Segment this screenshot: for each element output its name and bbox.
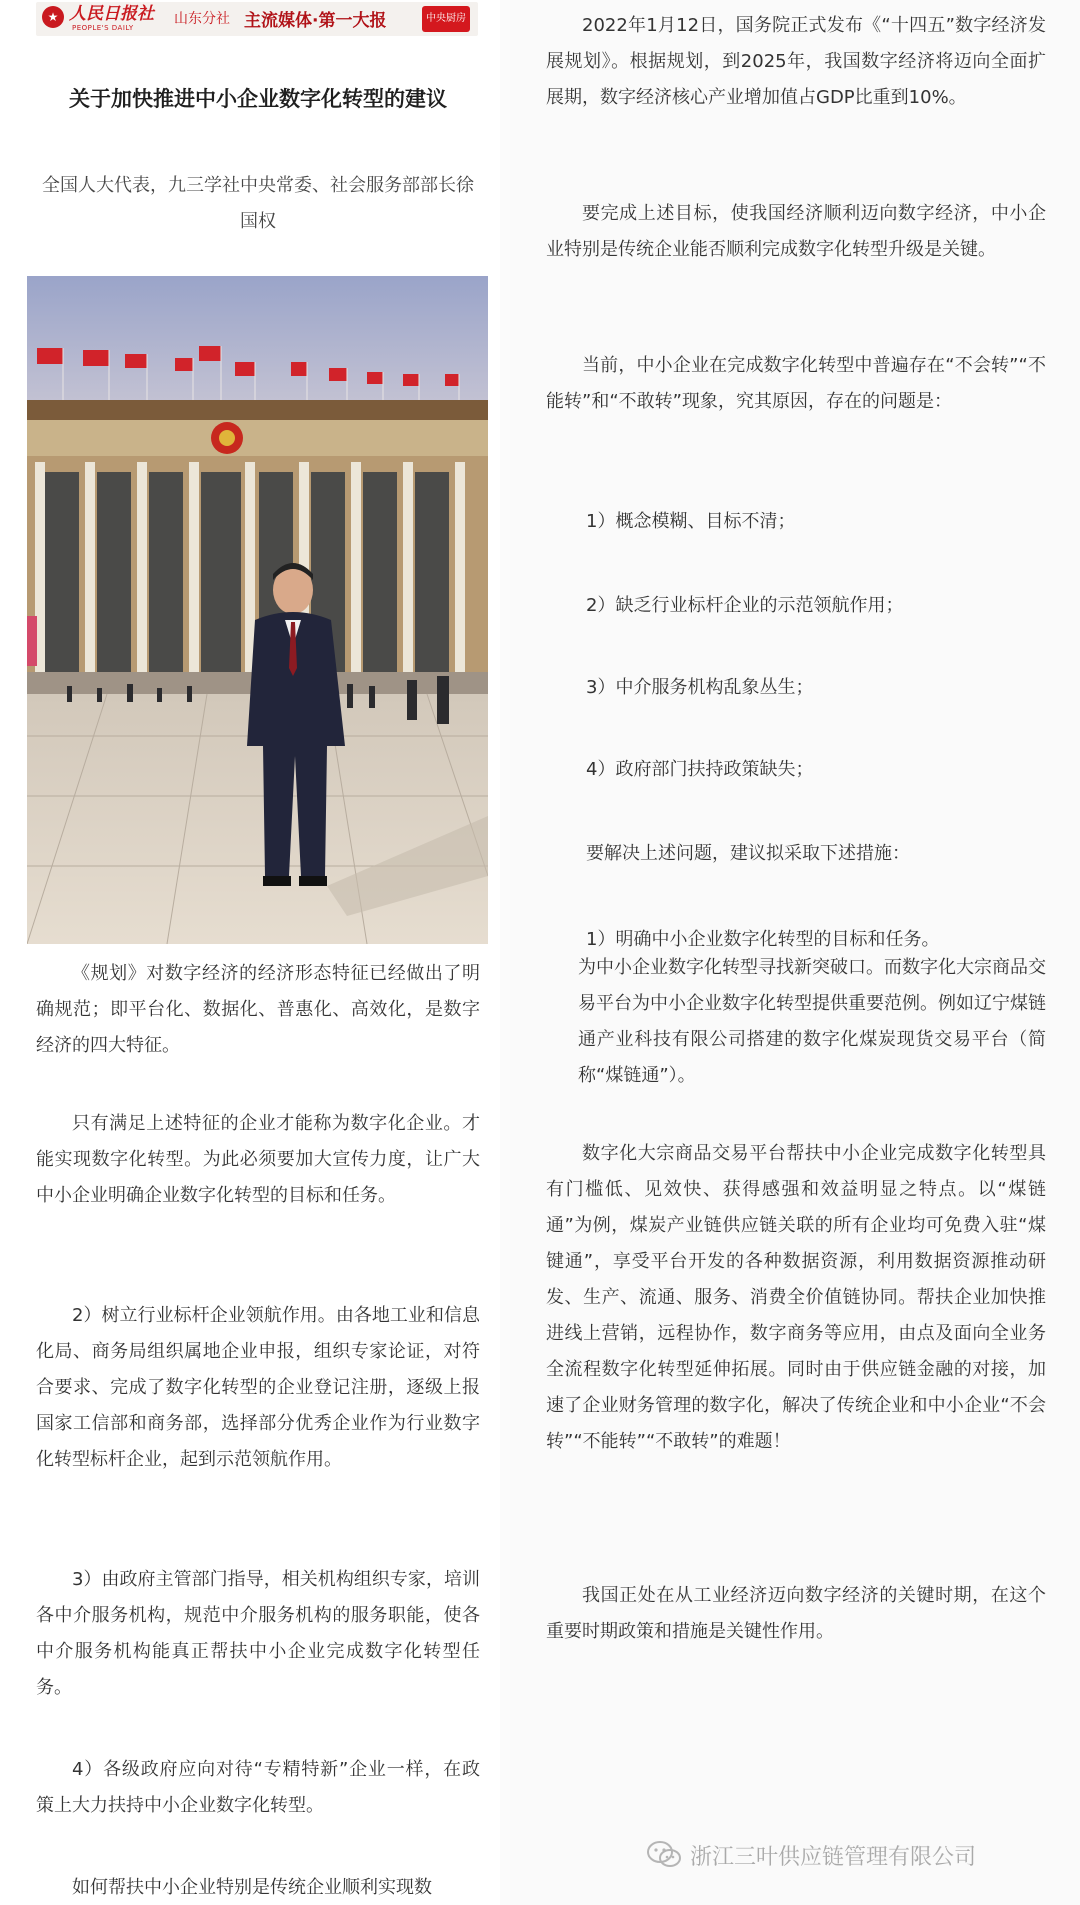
left-paragraph-6: 如何帮扶中小企业特别是传统企业顺利实现数	[72, 1877, 432, 1898]
left-paragraph-1: 《规划》对数字经济的经济形态特征已经做出了明确规范；即平台化、数据化、普惠化、高效化，是数字经济的四大特征。	[36, 963, 480, 1056]
right-paragraph-7: 我国正处在从工业经济迈向数字经济的关键时期，在这个重要时期政策和措施是关键性作用。	[546, 1585, 1046, 1642]
banner-branch: 山东分社	[174, 11, 230, 27]
problem-item-2: 2）缺乏行业标杆企业的示范领航作用；	[586, 595, 904, 616]
left-paragraph-4: 3）由政府主管部门指导，相关机构组织专家，培训各中介服务机构，规范中介服务机构的服务职能，使各中介服务机构能真正帮扶中小企业完成数字化转型任务。	[36, 1569, 480, 1698]
banner-logo-en: PEOPLE'S DAILY	[72, 24, 134, 32]
right-paragraph-6: 数字化大宗商品交易平台帮扶中小企业完成数字化转型具有门槛低、见效快、获得感强和效益明显之特点。以“煤链通”为例，煤炭产业链供应链关联的所有企业均可免费入驻“煤键通”，享受平台开发的各种数据资源，利用数据资源推动研发、生产、流通、服务、消费全价值链协同。帮扶企业加快推进线上营销，远程协作，数字商务等应用，由点及面向全业务全流程数字化转型延伸拓展。同时由于供应链金融的对接，加速了企业财务管理的数字化，解决了传统企业和中小企业“不会转”“不能转”“不敢转”的难题！	[546, 1143, 1046, 1452]
banner-logo: 人民日报社	[69, 4, 154, 24]
left-paragraph-2: 只有满足上述特征的企业才能称为数字化企业。才能实现数字化转型。为此必须要加大宣传力度，让广大中小企业明确企业数字化转型的目标和任务。	[36, 1113, 480, 1206]
portrait-photo-illustration	[27, 276, 488, 944]
problem-item-1: 1）概念模糊、目标不清；	[586, 511, 796, 532]
left-paragraph-3: 2）树立行业标杆企业领航作用。由各地工业和信息化局、商务局组织属地企业申报，组织专家论证，对符合要求、完成了数字化转型的企业登记注册，逐级上报国家工信部和商务部，选择部分优秀企业作为行业数字化转型标杆企业，起到示范领航作用。	[36, 1305, 480, 1470]
measure-1-heading: 1）明确中小企业数字化转型的目标和任务。	[586, 929, 940, 950]
right-paragraph-1: 2022年1月12日，国务院正式发布《“十四五”数字经济发展规划》。根据规划，到2025年，我国数字经济将迈向全面扩展期，数字经济核心产业增加值占GDP比重到10%。	[546, 15, 1046, 108]
portrait-photo	[27, 276, 488, 944]
watermark-text: 浙江三叶供应链管理有限公司	[690, 1845, 977, 1870]
right-column	[510, 0, 1080, 1905]
left-paragraph-5: 4）各级政府应向对待“专精特新”企业一样，在政策上大力扶持中小企业数字化转型。	[36, 1759, 480, 1816]
article-title: 关于加快推进中小企业数字化转型的建议	[69, 87, 447, 111]
right-paragraph-2: 要完成上述目标，使我国经济顺利迈向数字经济，中小企业特别是传统企业能否顺利完成数字化转型升级是关键。	[546, 203, 1046, 260]
measure-1-body: 为中小企业数字化转型寻找新突破口。而数字化大宗商品交易平台为中小企业数字化转型提供重要范例。例如辽宁煤链通产业科技有限公司搭建的数字化煤炭现货交易平台（简称“煤链通”）。	[578, 957, 1046, 1086]
right-paragraph-4: 要解决上述问题，建议拟采取下述措施：	[586, 843, 910, 864]
author-line: 全国人大代表，九三学社中央常委、社会服务部部长徐国权	[42, 175, 474, 232]
banner-slogan: 主流媒体·第一大报	[244, 11, 387, 31]
media-banner	[36, 2, 478, 36]
people-daily-logo-icon: ★	[42, 6, 64, 28]
watermark	[646, 1836, 1066, 1876]
banner-tag: 中央厨房	[422, 6, 470, 32]
left-column	[0, 0, 500, 1905]
problem-item-4: 4）政府部门扶持政策缺失；	[586, 759, 814, 780]
problem-item-3: 3）中介服务机构乱象丛生；	[586, 677, 814, 698]
right-paragraph-3: 当前，中小企业在完成数字化转型中普遍存在“不会转”“不能转”和“不敢转”现象，究其原因，存在的问题是：	[546, 355, 1046, 412]
wechat-icon	[646, 1840, 682, 1870]
